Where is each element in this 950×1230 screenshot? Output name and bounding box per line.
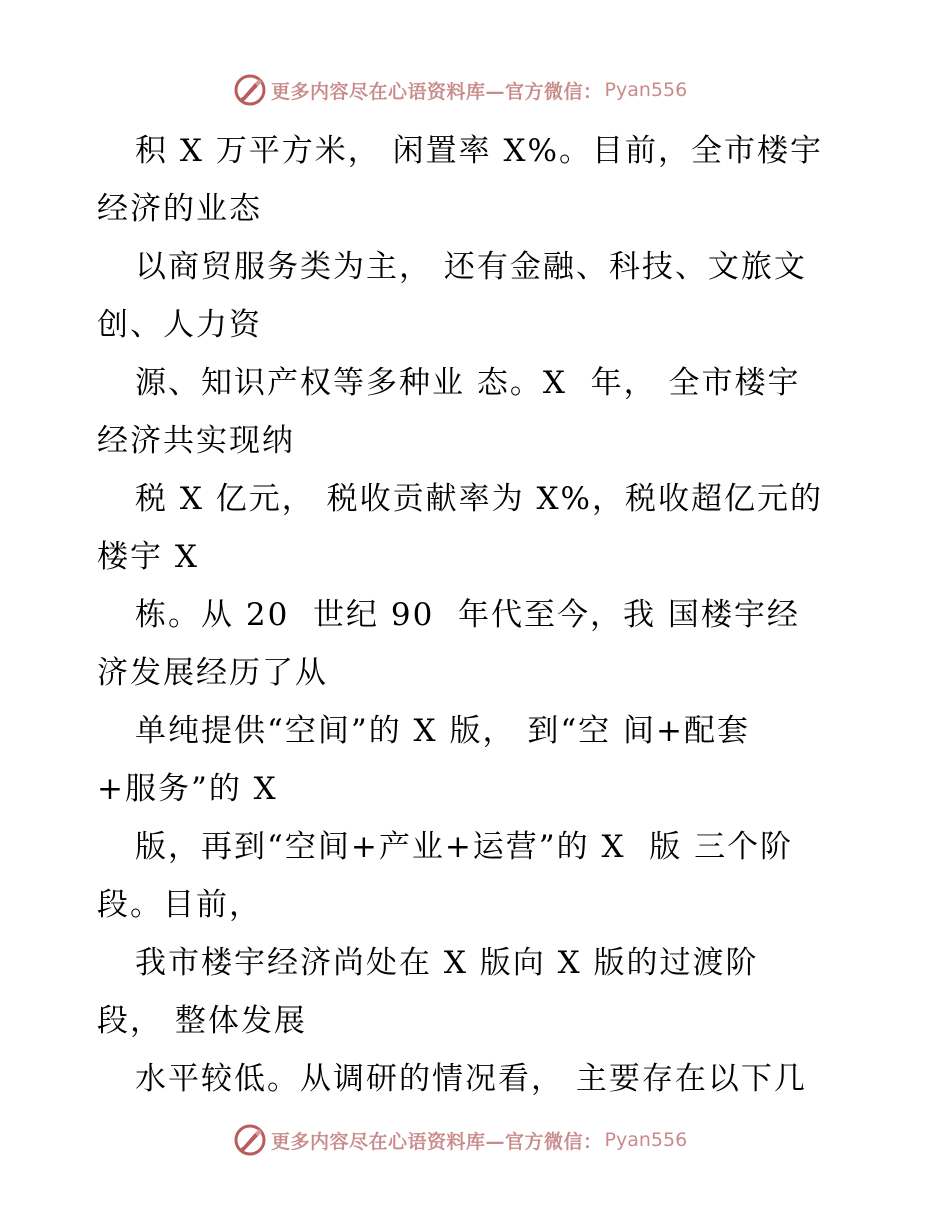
text-line: +服务”的 X [97,771,278,807]
text-line: 水平较低。从调研的情况看， 主要存在以下几 [135,1061,807,1097]
watermark-wechat-id: Pyan556 [604,79,688,101]
text-line: 以商贸服务类为主， 还有金融、科技、文旅文 [135,249,807,285]
text-line: 经济的业态 [97,191,262,227]
pen-logo-icon [233,73,267,107]
text-line: 创、人力资 [97,307,262,343]
text-line: 楼宇 X [97,539,199,575]
document-body [97,122,837,1108]
watermark-text: 更多内容尽在心语资料库—官方微信： [271,1130,603,1153]
text-line: 版，再到“空间+产业+运营”的 X 版 三个阶 [135,829,794,865]
pen-logo-icon [233,1123,267,1157]
watermark-wechat-id: Pyan556 [604,1129,688,1151]
text-line: 段。目前， [97,887,262,923]
text-line: 济发展经历了从 [97,655,328,691]
text-line: 税 X 亿元， 税收贡献率为 X%，税收超亿元的 [135,481,824,517]
watermark-footer [233,1122,687,1158]
watermark-header [233,72,687,108]
text-line: 单纯提供“空间”的 X 版， 到“空 间+配套 [135,713,751,749]
text-line: 经济共实现纳 [97,423,295,459]
watermark-text: 更多内容尽在心语资料库—官方微信： [271,80,603,103]
text-line: 源、知识产权等多种业 态。X 年， 全市楼宇 [135,365,801,401]
text-line: 栋。从 20 世纪 90 年代至今，我 国楼宇经 [135,597,800,633]
text-line: 段， 整体发展 [97,1003,307,1039]
text-line: 我市楼宇经济尚处在 X 版向 X 版的过渡阶 [135,945,759,981]
text-line: 积 X 万平方米， 闲置率 X%。目前，全市楼宇 [135,133,824,169]
